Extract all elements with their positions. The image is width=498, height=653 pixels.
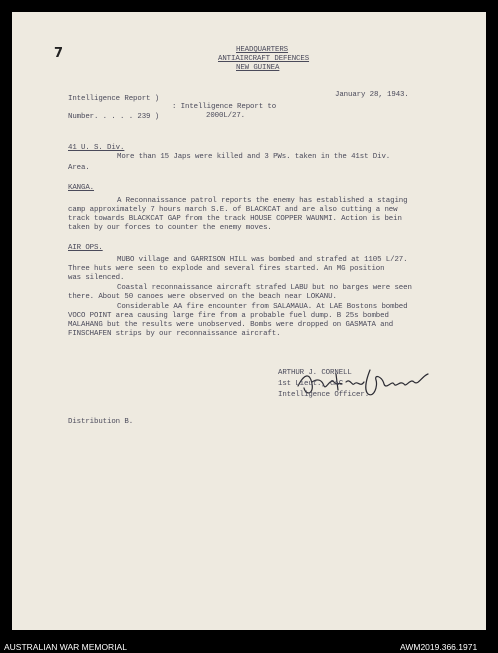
report-label-1: Intelligence Report ) [68,95,160,103]
section-heading-air-ops: AIR OPS. [68,244,103,252]
kanga-text-line: camp approximately 7 hours march S.E. of BLACKCAT and are also cutting a new [68,206,398,214]
header-line-3: NEW GUINEA [236,64,280,72]
div-text-line: Area. [68,164,90,172]
kanga-text-line: taken by our forces to counter the enemy moves. [68,224,272,232]
kanga-text-line: A Reconnaissance patrol reports the enemy has established a staging [117,197,408,205]
air-ops-text-line: there. About 50 canoes were observed on the beach near LOKANU. [68,293,337,301]
air-ops-text-line: VOCO POINT area causing large fire from a probable fuel dump. B 25s bombed [68,312,389,320]
signatory-name: ARTHUR J. CORNELL [278,369,352,377]
kanga-text-line: track towards BLACKCAT GAP from the track HOUSE COPPER WAUNMI. Action is bein [68,215,402,223]
report-label-2: : Intelligence Report to [172,103,277,111]
footer-accession-number: AWM2019.366.1971 [400,642,478,652]
air-ops-text-line: Coastal reconnaissance aircraft strafed LABU but no barges were seen [117,284,412,292]
div-text-line: More than 15 Japs were killed and 3 PWs. taken in the 41st Div. [117,153,391,161]
report-number: Number. . . . . 239 ) [68,113,160,121]
air-ops-text-line: FINSCHAFEN strips by our reconnaissance aircraft. [68,330,281,338]
signatory-title: Intelligence Officer. [278,391,370,399]
section-heading-div: 41 U. S. Div. [68,144,125,152]
air-ops-text-line: MUBO village and GARRISON HILL was bombed and strafed at 1105 L/27. [117,256,408,264]
air-ops-text-line: MALAHANG but the results were unobserved. Bombs were dropped on GASMATA and [68,321,394,329]
report-reference: 2000L/27. [206,112,246,120]
air-ops-text-line: Three huts were seen to explode and several fires started. An MG position [68,265,385,273]
air-ops-text-line: Considerable AA fire encounter from SALAMAUA. At LAE Bostons bombed [117,303,408,311]
header-line-2: ANTIAIRCRAFT DEFENCES [218,55,310,63]
footer-credit: AUSTRALIAN WAR MEMORIAL [4,642,127,652]
signatory-rank: 1st Lieut., CAC [278,380,344,388]
section-heading-kanga: KANGA. [68,184,95,192]
report-date: January 28, 1943. [335,91,409,99]
corner-mark: 7 [54,46,64,61]
header-line-1: HEADQUARTERS [236,46,289,54]
distribution: Distribution B. [68,418,134,426]
air-ops-text-line: was silenced. [68,274,125,282]
